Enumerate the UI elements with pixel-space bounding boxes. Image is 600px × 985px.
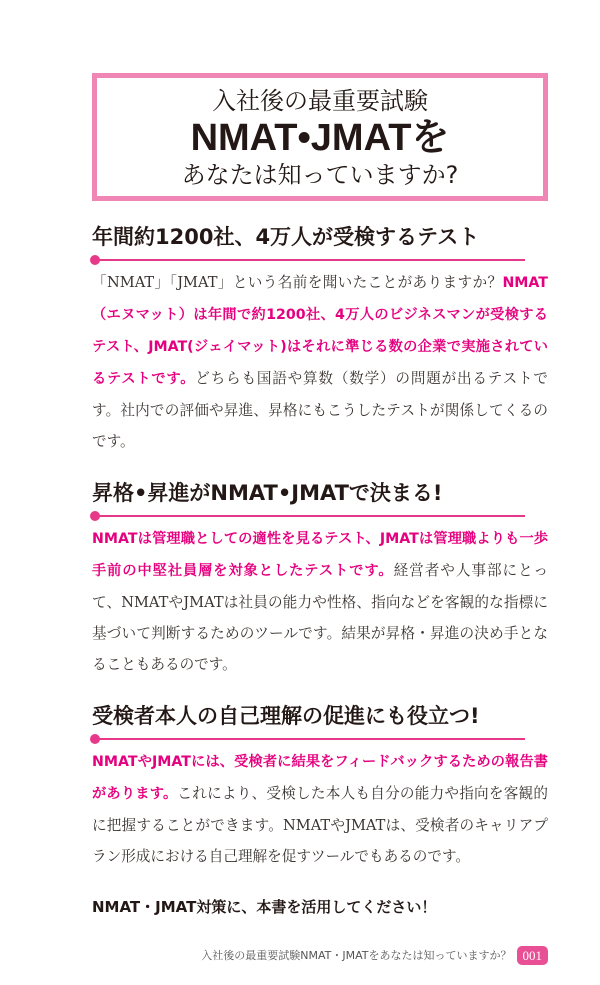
page-footer xyxy=(92,946,548,965)
title-line-2: NMAT•JMATを xyxy=(190,117,450,159)
body-text: これにより、受検した本人も自分の能力や指向を客観的に把握することができます。NMATやJMATは、受検者のキャリアプラン形成における自己理解を促すツールでもあるのです。 xyxy=(92,785,548,865)
body-text: 「NMAT」「JMAT」という名前を聞いたことがありますか？ xyxy=(92,274,503,291)
section-heading-1: 年間約1200社、4万人が受検するテスト xyxy=(92,225,480,249)
heading-rule xyxy=(95,259,525,261)
heading-rule xyxy=(95,738,525,740)
body-text: 経営者や人事部にとって、NMATやJMATは社員の能力や性格、指向などを客観的な指標に基づいて判断するためのツールです。結果が昇格・昇進の決め手となることもあるのです。 xyxy=(92,562,548,673)
page-number: 001 xyxy=(517,946,549,965)
section-body-2 xyxy=(92,523,548,680)
closing-message: NMAT・JMAT対策に、本書を活用してください！ xyxy=(92,898,437,916)
title-box xyxy=(92,73,548,201)
highlight-text: NMATは管理職としての適性を見るテスト、JMATは管理職よりも一歩手前の中堅社員層を対象としたテストです。 xyxy=(92,531,548,579)
section-body-3 xyxy=(92,746,548,872)
highlight-text: NMAT（エヌマット）は年間で約1200社、4万人のビジネスマンが受検するテスト、JMAT(ジェイマット)はそれに準じる数の企業で実施されているテストです。 xyxy=(92,275,548,387)
section-body-1 xyxy=(92,267,548,457)
title-line-3: あなたは知っていますか? xyxy=(181,161,459,189)
section-heading-2: 昇格•昇進がNMAT•JMATで決まる! xyxy=(92,481,443,505)
running-title: 入社後の最重要試験NMAT・JMATをあなたは知っていますか？ xyxy=(201,948,512,962)
section-heading-3: 受検者本人の自己理解の促進にも役立つ! xyxy=(92,704,480,728)
body-text: どちらも国語や算数（数学）の問題が出るテストです。社内での評価や昇進、昇格にもこうしたテストが関係してくるのです。 xyxy=(92,370,549,450)
heading-rule xyxy=(95,515,525,517)
highlight-text: NMATやJMATには、受検者に結果をフィードバックするための報告書があります。 xyxy=(92,754,548,802)
title-line-1: 入社後の最重要試験 xyxy=(212,87,428,115)
